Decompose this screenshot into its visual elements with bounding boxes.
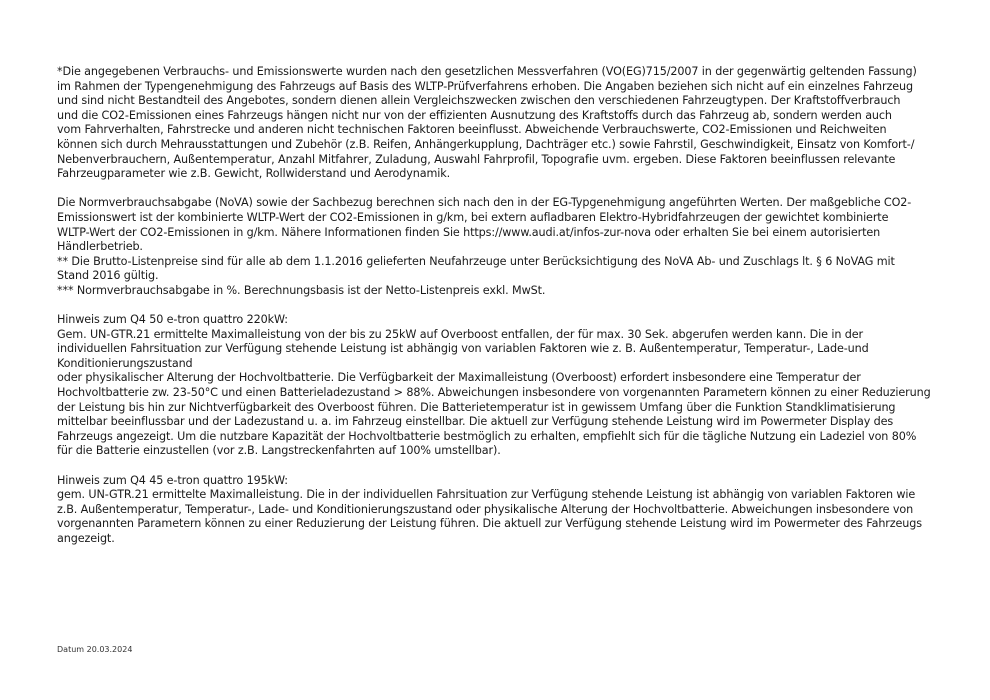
text-line: Gem. UN-GTR.21 ermittelte Maximalleistung von der bis zu 25kW auf Overboost entfallen, der für max. 30 Sek. abgerufen werden kann. Die in der [57, 327, 863, 341]
text-line: vorgenannten Parametern können zu einer Reduzierung der Leistung führen. Die aktuell zur Verfügung stehende Leistung wird im Powermeter des Fahrzeugs [57, 517, 922, 531]
disclaimer-document [57, 65, 937, 561]
text-line: vom Fahrverhalten, Fahrstrecke und anderen nicht technischen Faktoren beeinflusst. Abweichende Verbrauchswerte, CO2-Emissionen und Reichweiten [57, 123, 887, 137]
text-line: *Die angegebenen Verbrauchs- und Emissionswerte wurden nach den gesetzlichen Messverfahren (VO(EG)715/2007 in der gegenwärtig geltenden Fassung) [57, 65, 917, 78]
text-line: Nebenverbrauchern, Außentemperatur, Anzahl Mitfahrer, Zuladung, Auswahl Fahrprofil, Topografie uvm. ergeben. Diese Faktoren beeinflussen relevante [57, 152, 896, 166]
document-date: Datum 20.03.2024 [57, 645, 133, 654]
text-line: *** Normverbrauchsabgabe in %. Berechnungsbasis ist der Netto-Listenpreis exkl. MwSt. [57, 283, 546, 297]
text-line: z.B. Außentemperatur, Temperatur-, Lade- und Konditionierungszustand oder physikalische Alterung der Hochvoltbatterie. Abweichungen insbesondere von [57, 502, 914, 516]
text-line: angezeigt. [57, 532, 115, 545]
text-line: Hochvoltbatterie zw. 23-50°C und einen Batterieladezustand > 88%. Abweichungen insbesondere von vorgenannten Parametern können zu einer Reduzierung [57, 386, 931, 400]
q4-50-notice-paragraph [57, 313, 937, 459]
nova-paragraph [57, 196, 937, 298]
text-line: Fahrzeugs angezeigt. Um die nutzbare Kapazität der Hochvoltbatterie bestmöglich zu erhalten, empfiehlt sich für die tägliche Nutzung ein Ladeziel von 80% [57, 429, 917, 443]
text-line: Fahrzeugparameter wie z.B. Gewicht, Rollwiderstand und Aerodynamik. [57, 167, 451, 181]
text-line: WLTP-Wert der CO2-Emissionen in g/km. Nähere Informationen finden Sie https://www.audi.at/infos-zur-nova oder erhalten Sie bei einem autorisierten [57, 225, 881, 239]
text-line: Händlerbetrieb. [57, 240, 143, 254]
text-line: Konditionierungszustand [57, 356, 193, 370]
text-line: Die Normverbrauchsabgabe (NoVA) sowie der Sachbezug berechnen sich nach den in der EG-Typgenehmigung angeführten Werten. Der maßgebliche CO2- [57, 196, 912, 210]
text-line: Hinweis zum Q4 45 e-tron quattro 195kW: [57, 473, 288, 487]
text-line: und die CO2-Emissionen eines Fahrzeugs hängen nicht nur von der effizienten Ausnutzung des Kraftstoffs durch das Fahrzeug ab, sondern werden auch [57, 108, 892, 122]
text-line: individuellen Fahrsituation zur Verfügung stehende Leistung ist abhängig von variablen Faktoren wie z. B. Außentemperatur, Temperatur-, Lade-und [57, 342, 869, 356]
text-line: können sich durch Mehrausstattungen und Zubehör (z.B. Reifen, Anhängerkupplung, Dachträger etc.) sowie Fahrstil, Geschwindigkeit, Einsatz von Komfort-/ [57, 137, 915, 151]
text-line: im Rahmen der Typengenehmigung des Fahrzeugs auf Basis des WLTP-Prüfverfahrens erhoben. Die Angaben beziehen sich nicht auf ein einzelnes Fahrzeug [57, 79, 913, 93]
text-line: gem. UN-GTR.21 ermittelte Maximalleistung. Die in der individuellen Fahrsituation zur Verfügung stehende Leistung ist abhängig von variablen Faktoren wie [57, 488, 916, 502]
text-line: oder physikalischer Alterung der Hochvoltbatterie. Die Verfügbarkeit der Maximalleistung (Overboost) erfordert insbesondere eine Temperatur der [57, 371, 861, 385]
text-line: Emissionswert ist der kombinierte WLTP-Wert der CO2-Emissionen in g/km, bei extern aufladbaren Elektro-Hybridfahrzeugen der gewichtet kombinierte [57, 210, 889, 224]
text-line: Stand 2016 gültig. [57, 269, 159, 283]
q4-45-notice-paragraph [57, 474, 937, 547]
text-line: für die Batterie einzustellen (vor z.B. Langstreckenfahrten auf 100% umstellbar). [57, 444, 501, 458]
text-line: der Leistung bis hin zur Nichtverfügbarkeit des Overboost führen. Die Batterietemperatur ist in gewissem Umfang über die Funktion Standklimatisierung [57, 400, 896, 414]
text-line: ** Die Brutto-Listenpreise sind für alle ab dem 1.1.2016 gelieferten Neufahrzeuge unter Berücksichtigung des NoVA Ab- und Zuschlags lt. § 6 NoVAG mit [57, 254, 895, 268]
text-line: und sind nicht Bestandteil des Angebotes, sondern dienen allein Vergleichszwecken zwischen den verschiedenen Fahrzeugtypen. Der Kraftstoffverbrauch [57, 94, 901, 108]
emissions-disclaimer-paragraph [57, 65, 937, 182]
text-line: mittelbar beeinflussbar und der Ladezustand u. a. im Fahrzeug einstellbar. Die aktuell zur Verfügung stehende Leistung wird im Powermeter Display des [57, 415, 894, 429]
text-line: Hinweis zum Q4 50 e-tron quattro 220kW: [57, 313, 288, 327]
